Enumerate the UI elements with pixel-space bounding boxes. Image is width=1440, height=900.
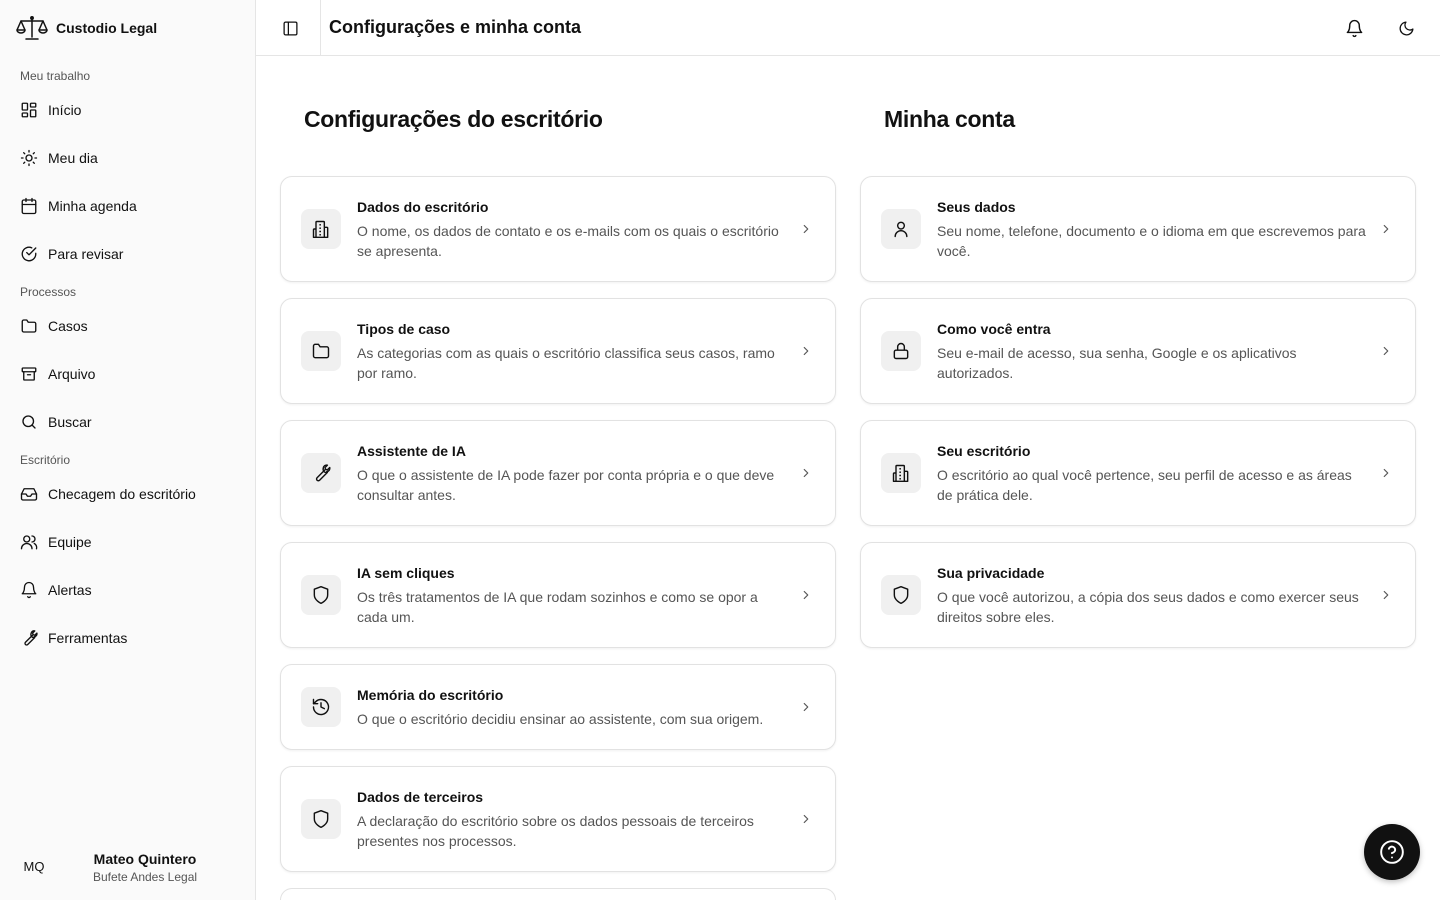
sidebar-item-label: Minha agenda xyxy=(48,198,137,214)
history-icon xyxy=(311,697,331,717)
header-divider xyxy=(320,0,321,56)
sidebar-toggle-button[interactable] xyxy=(276,14,304,42)
wrench-icon xyxy=(311,463,331,483)
card-ia-sem-cliques[interactable] xyxy=(280,542,836,648)
sidebar-item-label: Para revisar xyxy=(48,246,124,262)
scales-icon xyxy=(16,15,48,41)
chevron-right-icon xyxy=(1377,586,1395,604)
sidebar-item-meu-dia[interactable] xyxy=(12,140,244,176)
sidebar-item-label: Meu dia xyxy=(48,150,98,166)
card-icon-wrap xyxy=(301,331,341,371)
card-title: Dados de terceiros xyxy=(357,789,484,805)
top-bar xyxy=(256,0,1440,56)
chevron-right-icon xyxy=(1377,342,1395,360)
user-profile[interactable] xyxy=(0,836,256,896)
chevron-right-icon xyxy=(797,810,815,828)
sidebar-item-minha-agenda[interactable] xyxy=(12,188,244,224)
sidebar-item-inicio[interactable] xyxy=(12,92,244,128)
theme-toggle-button[interactable] xyxy=(1392,14,1420,42)
sidebar-item-label: Casos xyxy=(48,318,88,334)
sidebar-item-label: Checagem do escritório xyxy=(48,486,196,502)
sidebar-toggle-icon xyxy=(282,20,299,37)
card-dados-escritorio[interactable] xyxy=(280,176,836,282)
card-title: Seu escritório xyxy=(937,443,1031,459)
card-description: As categorias com as quais o escritório classifica seus casos, ramo por ramo. xyxy=(357,345,775,381)
card-title: Assistente de IA xyxy=(357,443,466,459)
card-icon-wrap xyxy=(301,453,341,493)
chevron-right-icon xyxy=(797,464,815,482)
users-icon xyxy=(20,533,38,551)
dashboard-icon xyxy=(20,101,38,119)
card-sua-privacidade[interactable] xyxy=(860,542,1416,648)
card-title: Seus dados xyxy=(937,199,1016,215)
card-icon-wrap xyxy=(301,575,341,615)
card-dados-terceiros[interactable] xyxy=(280,766,836,872)
my-account-title: Minha conta xyxy=(884,106,1015,132)
folder-icon xyxy=(311,341,331,361)
sidebar-item-casos[interactable] xyxy=(12,308,244,344)
brand[interactable] xyxy=(16,14,157,42)
bell-icon xyxy=(20,581,38,599)
card-description: Seu e-mail de acesso, sua senha, Google e os aplicativos autorizados. xyxy=(937,345,1297,381)
card-icon-wrap xyxy=(881,209,921,249)
card-description: Seu nome, telefone, documento e o idioma em que escrevemos para você. xyxy=(937,223,1366,259)
shield-icon xyxy=(891,585,911,605)
card-title: Tipos de caso xyxy=(357,321,451,337)
building-icon xyxy=(311,219,331,239)
card-title: IA sem cliques xyxy=(357,565,455,581)
card-title: Sua privacidade xyxy=(937,565,1045,581)
bell-icon xyxy=(1345,19,1364,38)
card-seu-escritorio[interactable] xyxy=(860,420,1416,526)
moon-icon xyxy=(1398,20,1415,37)
building-icon xyxy=(891,463,911,483)
card-icon-wrap xyxy=(301,209,341,249)
chevron-right-icon xyxy=(797,220,815,238)
card-como-voce-entra[interactable] xyxy=(860,298,1416,404)
help-button[interactable] xyxy=(1364,824,1420,880)
shield-icon xyxy=(311,585,331,605)
sidebar xyxy=(0,0,256,900)
user-name: Mateo Quintero xyxy=(93,851,197,867)
card-title: Memória do escritório xyxy=(357,687,504,703)
lock-icon xyxy=(891,341,911,361)
card-title: Dados do escritório xyxy=(357,199,489,215)
chevron-right-icon xyxy=(1377,464,1395,482)
check-circle-icon xyxy=(20,245,38,263)
sidebar-item-label: Equipe xyxy=(48,534,92,550)
sidebar-item-para-revisar[interactable] xyxy=(12,236,244,272)
card-memoria-escritorio[interactable] xyxy=(280,664,836,750)
wrench-icon xyxy=(20,629,38,647)
user-icon xyxy=(891,219,911,239)
chevron-right-icon xyxy=(797,586,815,604)
avatar: MQ xyxy=(23,858,45,874)
card-icon-wrap xyxy=(881,575,921,615)
sidebar-item-label: Buscar xyxy=(48,414,92,430)
page-title: Configurações e minha conta xyxy=(329,17,582,37)
card-description: A declaração do escritório sobre os dados pessoais de terceiros presentes nos processos. xyxy=(357,813,754,849)
sidebar-item-label: Ferramentas xyxy=(48,630,128,646)
search-icon xyxy=(20,413,38,431)
card-partial[interactable] xyxy=(280,888,836,900)
card-description: O que você autorizou, a cópia dos seus dados e como exercer seus direitos sobre eles. xyxy=(937,589,1359,625)
card-description: O que o escritório decidiu ensinar ao assistente, com sua origem. xyxy=(357,711,764,727)
sidebar-item-arquivo[interactable] xyxy=(12,356,244,392)
sidebar-item-checagem[interactable] xyxy=(12,476,244,512)
card-description: O que o assistente de IA pode fazer por conta própria e o que deve consultar antes. xyxy=(357,467,775,503)
card-icon-wrap xyxy=(881,331,921,371)
card-icon-wrap xyxy=(301,799,341,839)
calendar-icon xyxy=(20,197,38,215)
card-description: O escritório ao qual você pertence, seu perfil de acesso e as áreas de prática dele. xyxy=(937,467,1352,503)
chevron-right-icon xyxy=(797,342,815,360)
chevron-right-icon xyxy=(1377,220,1395,238)
card-icon-wrap xyxy=(881,453,921,493)
card-seus-dados[interactable] xyxy=(860,176,1416,282)
card-assistente-ia[interactable] xyxy=(280,420,836,526)
sidebar-item-alertas[interactable] xyxy=(12,572,244,608)
brand-name: Custodio Legal xyxy=(56,20,158,36)
card-description: Os três tratamentos de IA que rodam sozinhos e como se opor a cada um. xyxy=(357,589,758,625)
user-firm: Bufete Andes Legal xyxy=(92,870,198,884)
sidebar-item-label: Alertas xyxy=(48,582,92,598)
office-settings-title: Configurações do escritório xyxy=(304,106,603,132)
card-icon-wrap xyxy=(301,687,341,727)
archive-icon xyxy=(20,365,38,383)
inbox-icon xyxy=(20,485,38,503)
sun-icon xyxy=(20,149,38,167)
shield-icon xyxy=(311,809,331,829)
help-circle-icon xyxy=(1379,839,1405,865)
sidebar-item-buscar[interactable] xyxy=(12,404,244,440)
section-label-meu-trabalho: Meu trabalho xyxy=(20,69,91,83)
notifications-button[interactable] xyxy=(1340,14,1368,42)
sidebar-item-equipe[interactable] xyxy=(12,524,244,560)
sidebar-item-label: Início xyxy=(48,102,82,118)
section-label-processos: Processos xyxy=(20,285,77,299)
card-title: Como você entra xyxy=(937,321,1051,337)
sidebar-item-label: Arquivo xyxy=(48,366,96,382)
chevron-right-icon xyxy=(797,698,815,716)
folder-icon xyxy=(20,317,38,335)
card-tipos-de-caso[interactable] xyxy=(280,298,836,404)
section-label-escritorio: Escritório xyxy=(20,453,71,467)
sidebar-item-ferramentas[interactable] xyxy=(12,620,244,656)
card-description: O nome, os dados de contato e os e-mails com os quais o escritório se apresenta. xyxy=(357,223,779,259)
